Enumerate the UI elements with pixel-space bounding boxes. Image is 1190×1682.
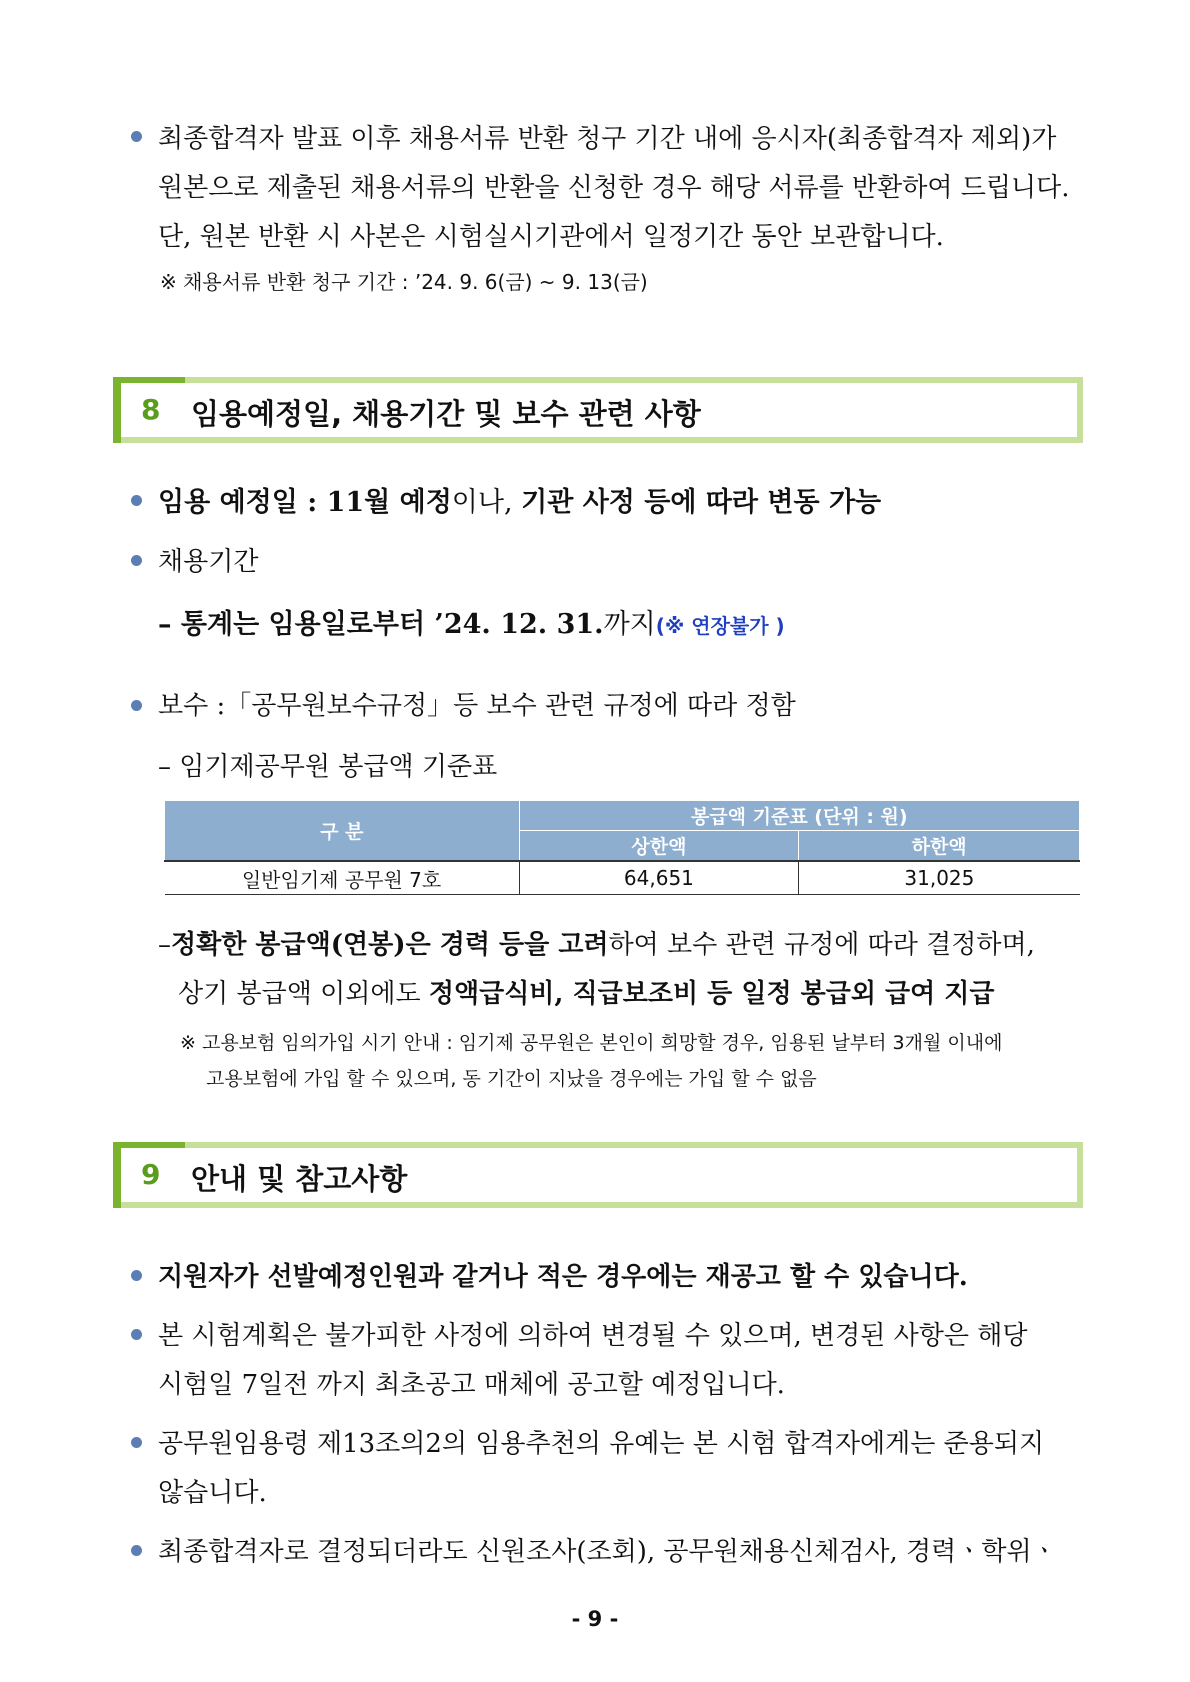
pay-sub-line: – 임기제공무원 봉급액 기준표 <box>158 752 498 782</box>
notice-item-4-line-1: 최종합격자로 결정되더라도 신원조사(조회), 공무원채용신체검사, 경력ㆍ학위ㆍ <box>158 1537 1057 1567</box>
section-9-title: 안내 및 참고사항 <box>191 1162 408 1196</box>
bullet-icon <box>131 1545 142 1556</box>
section-9-accent <box>113 1142 185 1148</box>
employment-period-label: 채용기간 <box>158 547 259 577</box>
bullet-icon <box>131 1437 142 1448</box>
section-9-heading <box>113 1142 1083 1208</box>
notice-item-2-line-1: 본 시험계획은 불가피한 사정에 의하여 변경될 수 있으며, 변경된 사항은 해당 <box>158 1321 1028 1351</box>
notice-item-3-line-1: 공무원임용령 제13조의2의 임용추천의 유예는 본 시험 합격자에게는 준용되지 <box>158 1429 1045 1459</box>
period-detail-normal: 까지 <box>603 609 656 640</box>
intro-line-3: 단, 원본 반환 시 사본은 시험실시기관에서 일정기간 동안 보관합니다. <box>158 222 944 252</box>
table-cell-upper: 64,651 <box>519 861 799 895</box>
table-header-lower: 하한액 <box>799 831 1080 862</box>
intro-note: ※ 채용서류 반환 청구 기간 : ’24. 9. 6(금) ~ 9. 13(금) <box>160 270 648 294</box>
employment-period-detail <box>158 602 785 641</box>
intro-line-2: 원본으로 제출된 채용서류의 반환을 신청한 경우 해당 서류를 반환하여 드립니다. <box>158 173 1070 203</box>
bullet-icon <box>131 1270 142 1281</box>
table-cell-category: 일반임기제 공무원 7호 <box>165 861 520 895</box>
insurance-note-line-2: 고용보험에 가입 할 수 있으며, 동 기간이 지났을 경우에는 가입 할 수 없음 <box>206 1068 817 1090</box>
section-8-number: 8 <box>141 393 161 426</box>
salary-note-line-2 <box>178 973 995 1010</box>
bullet-icon <box>131 1329 142 1340</box>
insurance-note-line-1: ※ 고용보험 임의가입 시기 안내 : 임기제 공무원은 본인이 희망할 경우, 임용된 날부터 3개월 이내에 <box>180 1032 1003 1054</box>
bullet-icon <box>131 555 142 566</box>
appointment-date-bold-tail: 기관 사정 등에 따라 변동 가능 <box>521 487 882 518</box>
salary-note-line-1 <box>158 924 1035 961</box>
table-header-group: 봉급액 기준표 (단위 : 원) <box>519 801 1079 831</box>
salary-table <box>164 800 1080 895</box>
bullet-icon <box>131 700 142 711</box>
period-detail-bold: – 통계는 임용일로부터 ’24. 12. 31. <box>158 609 604 640</box>
salary-note-normal-1: 하여 보수 관련 규정에 따라 결정하며, <box>608 930 1035 960</box>
bullet-icon <box>131 131 142 142</box>
table-header-category: 구 분 <box>165 801 520 862</box>
section-8-heading <box>113 377 1083 443</box>
section-9-number: 9 <box>141 1158 161 1191</box>
table-cell-lower: 31,025 <box>799 861 1080 895</box>
appointment-date-line <box>158 480 881 519</box>
salary-note-normal-2: 상기 봉급액 이외에도 <box>178 979 429 1009</box>
intro-line-1: 최종합격자 발표 이후 채용서류 반환 청구 기간 내에 응시자(최종합격자 제외)가 <box>158 124 1057 154</box>
section-8-title: 임용예정일, 채용기간 및 보수 관련 사항 <box>191 397 701 431</box>
appointment-date-bold: 임용 예정일 : 11월 예정 <box>158 487 452 518</box>
period-detail-note: (※ 연장불가 ) <box>655 614 785 638</box>
bullet-icon <box>131 495 142 506</box>
pay-line: 보수 :「공무원보수규정」등 보수 관련 규정에 따라 정함 <box>158 691 796 721</box>
appointment-date-normal: 이나, <box>451 487 522 518</box>
notice-item-2-line-2: 시험일 7일전 까지 최초공고 매체에 공고할 예정입니다. <box>158 1370 785 1400</box>
salary-note-bold-2: 정액급식비, 직급보조비 등 일정 봉급외 급여 지급 <box>428 979 995 1009</box>
table-row <box>165 861 1080 895</box>
salary-note-bold-1: 정확한 봉급액(연봉)은 경력 등을 고려 <box>171 930 609 960</box>
page-number: - 9 - <box>571 1607 619 1631</box>
section-8-accent <box>113 377 185 383</box>
notice-item-1: 지원자가 선발예정인원과 같거나 적은 경우에는 재공고 할 수 있습니다. <box>158 1262 968 1292</box>
salary-note-dash: – <box>158 930 171 960</box>
table-header-upper: 상한액 <box>519 831 799 862</box>
notice-item-3-line-2: 않습니다. <box>158 1478 267 1508</box>
